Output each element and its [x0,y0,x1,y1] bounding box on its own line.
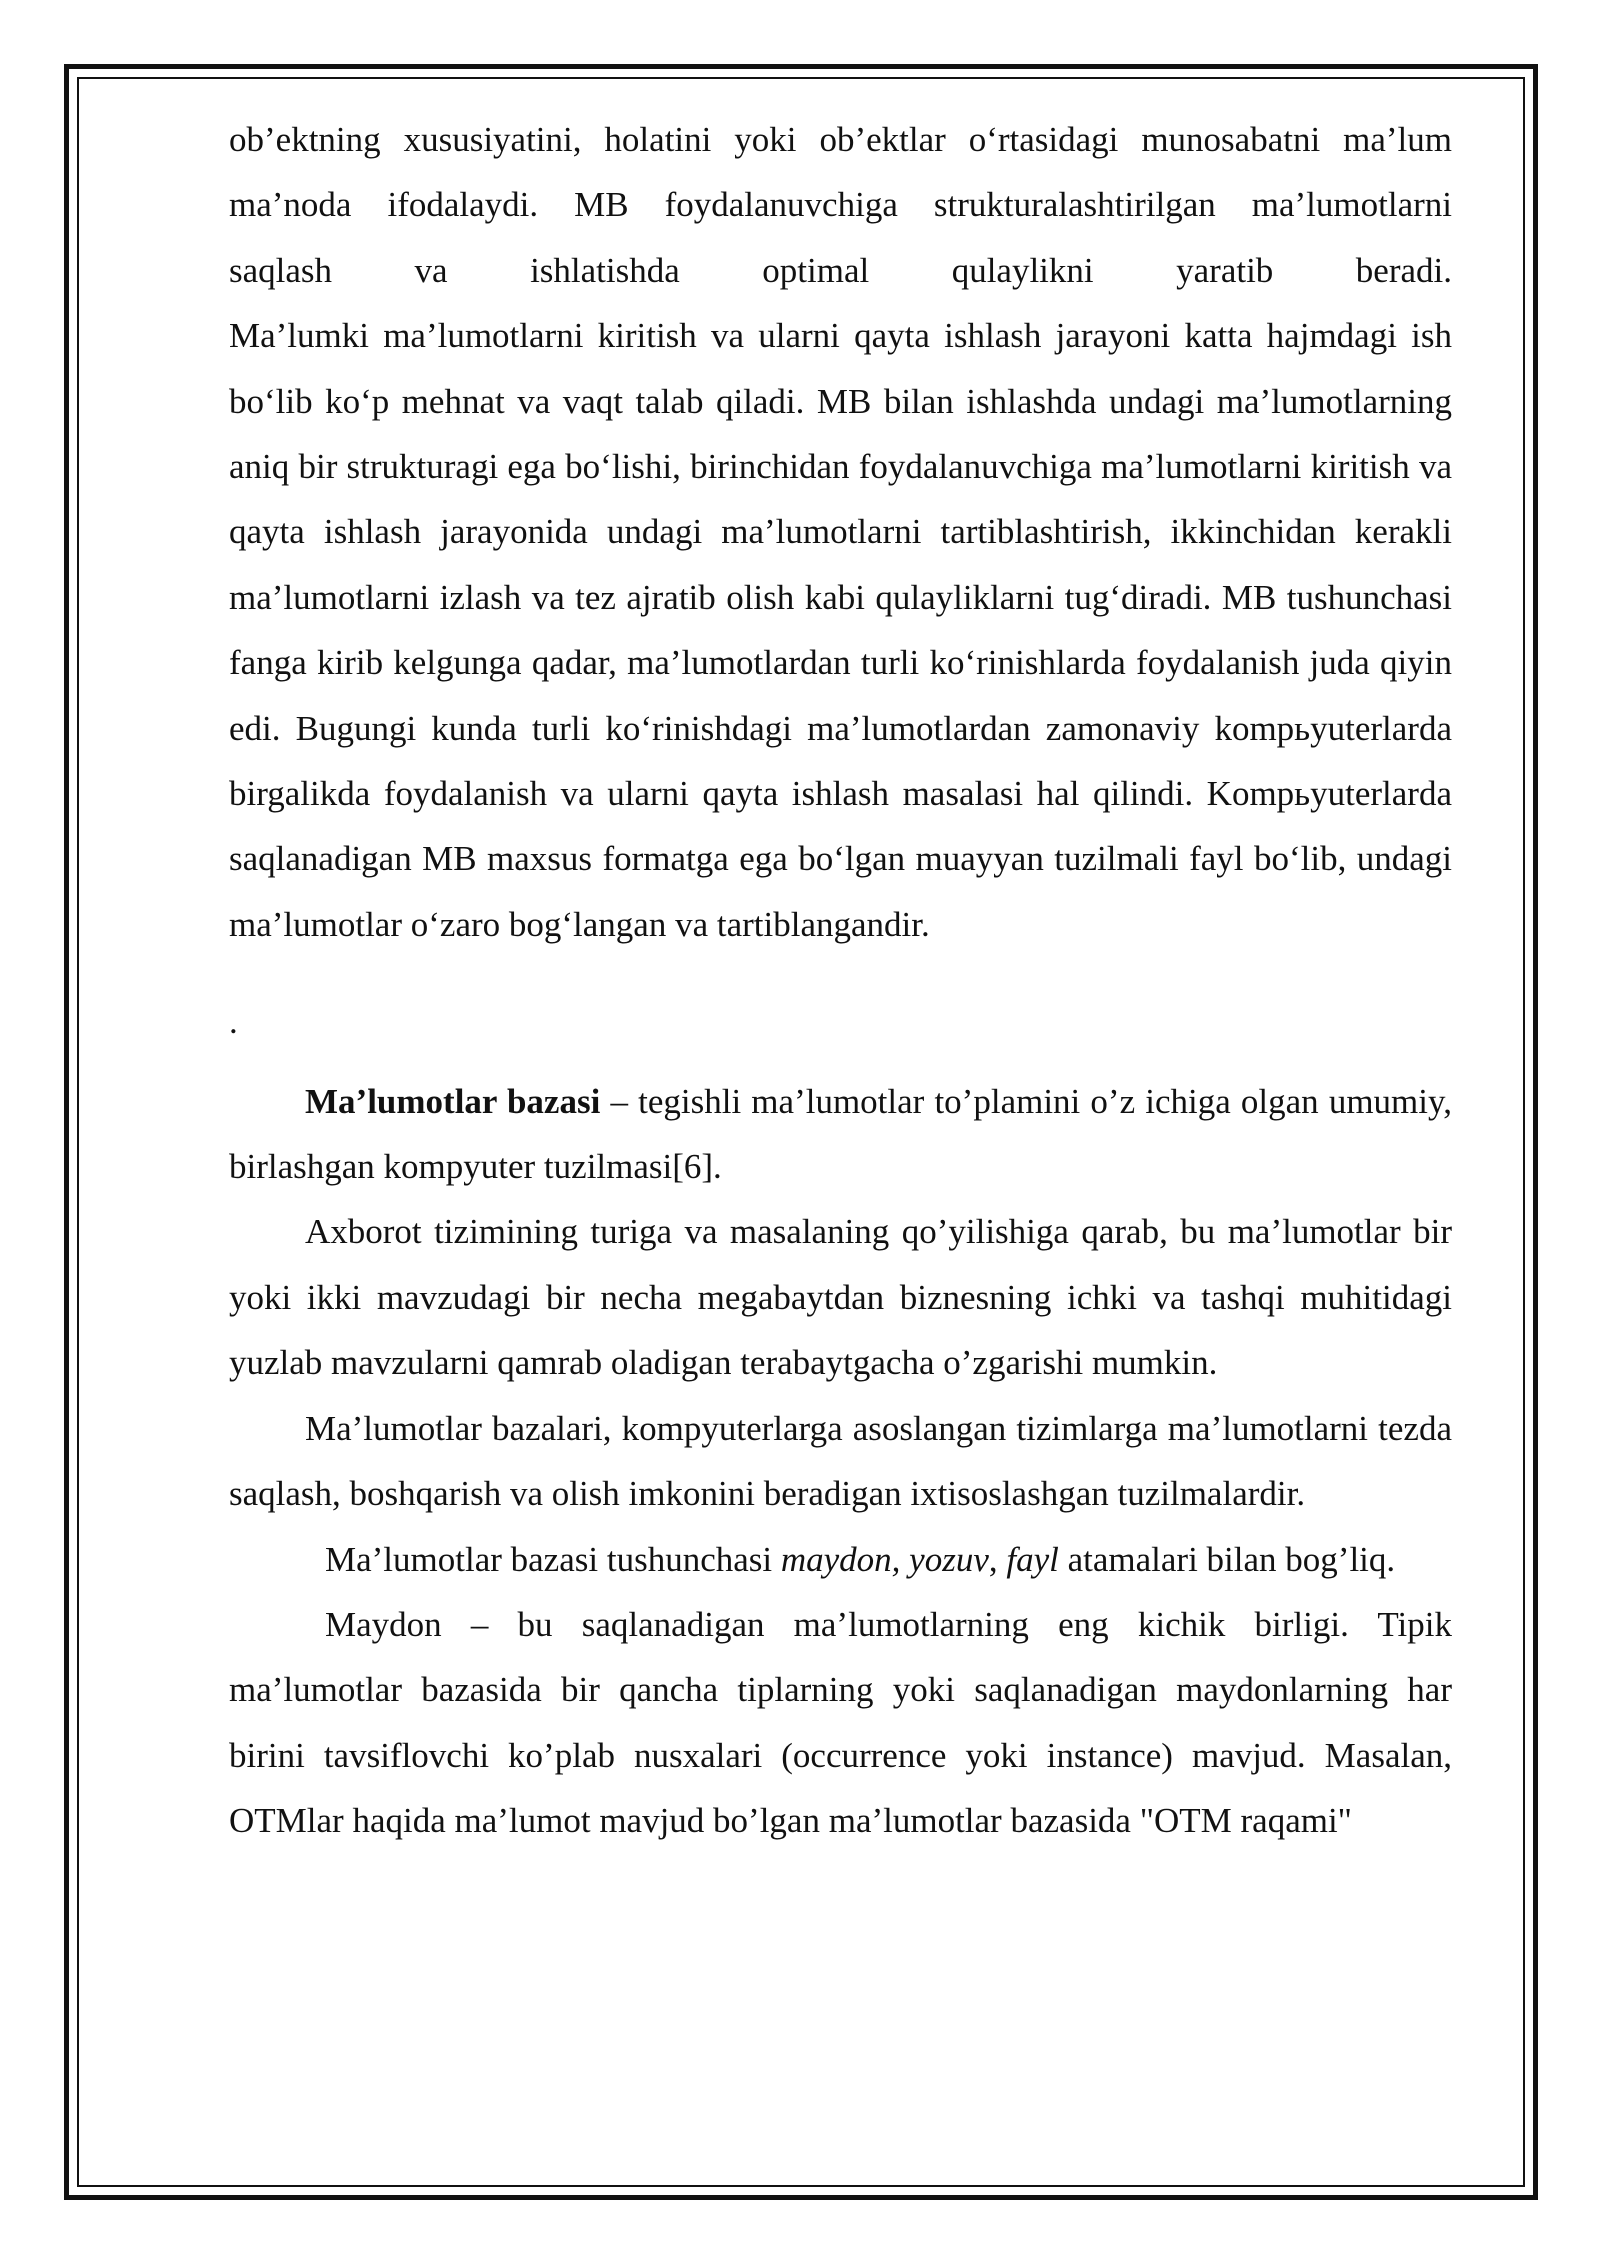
term-italic: maydon, yozuv [780,1539,989,1579]
paragraph: Axborot tizimining turiga va masalaning qo’yilishiga qarab, bu ma’lumotlar bir yoki ikki mavzudagi bir necha megabaytdan biznesning ichki va tashqi muhitidagi yuzlab mavzularni qamrab oladigan terabaytgacha o’zgarishi mumkin. [229,1212,1452,1383]
terms-paragraph: Ma’lumotlar bazasi tushunchasi maydon, yozuv, fayl atamalari bilan bog’liq. [325,1539,1396,1579]
paragraph: Maydon – bu saqlanadigan ma’lumotlarning eng kichik birligi. Tipik ma’lumotlar bazasida bir qancha tiplarning yoki saqlanadigan maydonlarning har birini tavsiflovchi ko’plab nusxalari (occurrence yoki instance) mavjud. Masalan, OTMlar haqida ma’lumot mavjud bo’lgan ma’lumotlar bazasida "OTM raqami" [229,1604,1452,1841]
paragraph-line: ma’noda ifodalaydi. MB foydalanuvchiga strukturalashtirilgan ma’lumotlarni [229,185,1452,225]
paragraph: Ma’lumki ma’lumotlarni kiritish va ularni qayta ishlash jarayoni katta hajmdagi ish bo‘lib ko‘p mehnat va vaqt talab qiladi. MB bilan ishlashda undagi ma’lumotlarning aniq bir strukturagi ega bo‘lishi, birinchidan foydalanuvchiga ma’lumotlarni kiritish va qayta ishlash jarayonida undagi ma’lumotlarni tartiblashtirish, ikkinchidan kerakli ma’lumotlarni izlash va tez ajratib olish kabi qulayliklarni tug‘diradi. MB tushunchasi fanga kirib kelgunga qadar, ma’lumotlardan turli ko‘rinishlarda foydalanish juda qiyin edi. Bugungi kunda turli ko‘rinishdagi ma’lumotlardan zamonaviy kompьyuterlarda birgalikda foydalanish va ularni qayta ishlash masalasi hal qilindi. Kompьyuterlarda saqlanadigan MB maxsus formatga ega bo‘lgan muayyan tuzilmali fayl bo‘lib, undagi ma’lumotlar o‘zaro bog‘langan va tartiblangandir. [229,316,1452,944]
paragraph-line: saqlash va ishlatishda optimal qulaylikni yaratib beradi. [229,250,1452,290]
paragraph-line: ob’ektning xususiyatini, holatini yoki ob’ektlar o‘rtasidagi munosabatni ma’lum [229,120,1452,159]
definition-text: – tegishli ma’lumotlar to’plamini o’z ichiga olgan umumiy, birlashgan kompyuter tuzilmasi[6]. [229,1081,1452,1187]
paragraph: Ma’lumotlar bazalari, kompyuterlarga asoslangan tizimlarga ma’lumotlarni tezda saqlash, boshqarish va olish imkonini beradigan ixtisoslashgan tuzilmalardir. [229,1408,1452,1514]
document-body [229,107,1452,1854]
definition-paragraph [229,1069,1452,1200]
definition-term: Ma’lumotlar bazasi [305,1081,601,1121]
term-italic: fayl [1006,1539,1059,1579]
stray-dot: . [229,1002,238,1042]
